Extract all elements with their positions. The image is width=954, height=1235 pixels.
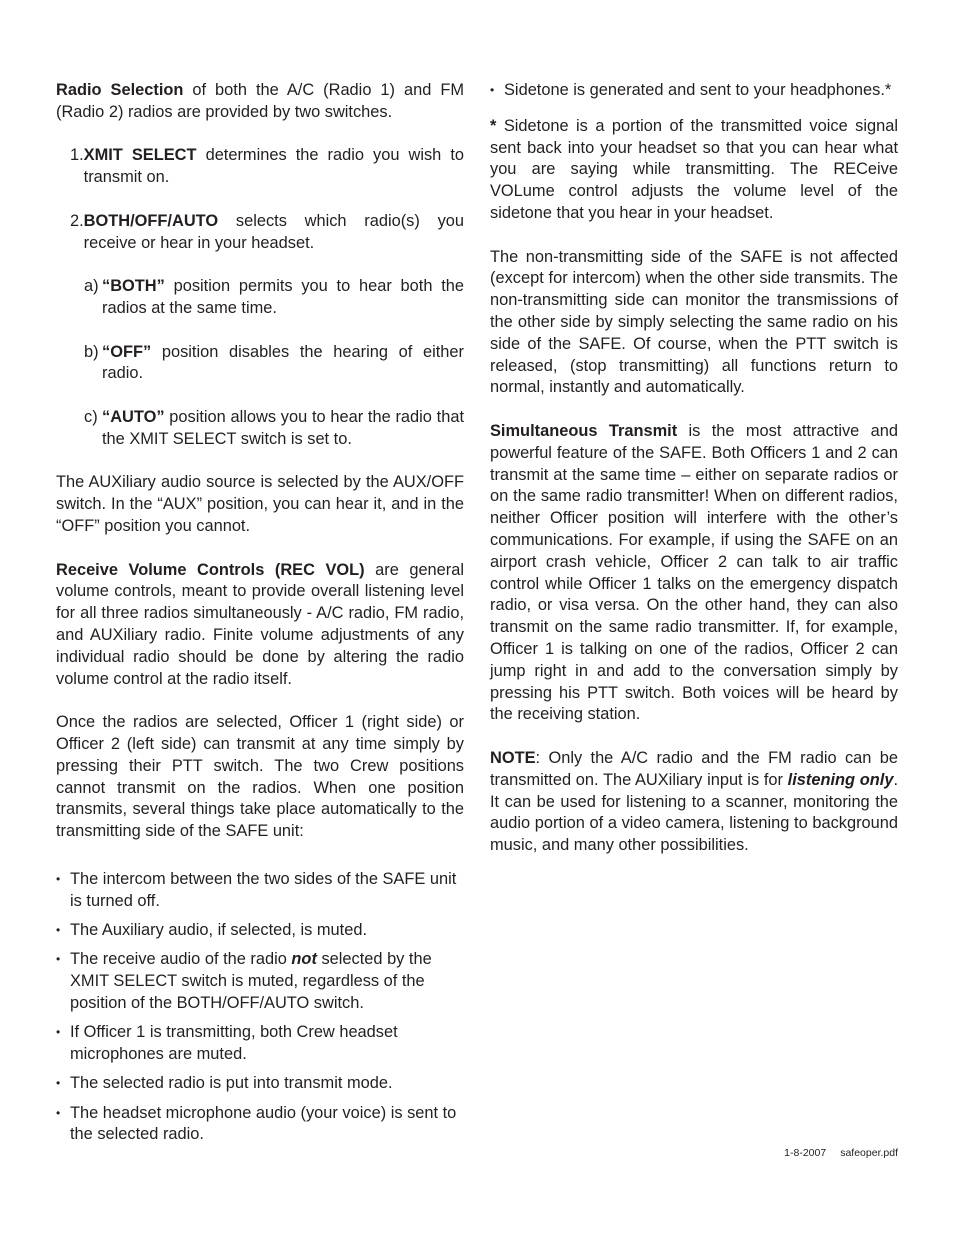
bullet-icon: • (56, 922, 61, 937)
bullet-icon: • (490, 83, 495, 97)
numbered-item: 1. XMIT SELECT determines the radio you wish to transmit on. (70, 146, 464, 187)
lettered-item: c) “AUTO” position allows you to hear the radio that the XMIT SELECT switch is set to. (84, 407, 464, 448)
sidetone-footnote: * Sidetone is a portion of the transmitted voice signal sent back into your headset so that you can hear what you are saying while transmitting. The RECeive VOLume control adjusts the volume level of the sidetone that you hear in your headset. (490, 116, 898, 222)
note-paragraph: NOTE: Only the A/C radio and the FM radio can be transmitted on. The AUXiliary input is for listening only. It can be used for listening to a scanner, monitoring the audio portion of a video camera, listening to background music, and many other possibilities. (490, 748, 898, 855)
list-item: • The Auxiliary audio, if selected, is muted. (56, 920, 464, 942)
list-item: • The selected radio is put into transmit mode. (56, 1073, 464, 1095)
footer-filename: safeoper.pdf (840, 1147, 898, 1159)
lettered-item: b) “OFF” position disables the hearing of either radio. (84, 342, 464, 383)
simultaneous-transmit-paragraph: Simultaneous Transmit is the most attractive and powerful feature of the SAFE. Both Officers 1 and 2 can transmit at the same time – either on separate radios or on the same radio transmitter! When on different radios, neither Officer position will interfere with the other’s communications. For example, if using the SAFE on an airport crash vehicle, Officer 2 can talk to air traffic control while Officer 1 talks on the emergency dispatch radio, or visa versa. On the other hand, they can also transmit on the same radio transmitter. If, for example, Officer 1 is talking on one of the radios, Officer 2 can jump right in and add to the conversation simply by pressing his PTT switch. Both voices will be heard by the receiving station. (490, 421, 898, 724)
list-item: • The headset microphone audio (your voice) is sent to the selected radio. (56, 1103, 464, 1147)
list-item: • Sidetone is generated and sent to your headphones.* (490, 80, 898, 102)
transmit-effects-list (56, 869, 464, 1146)
numbered-item: 2. BOTH/OFF/AUTO selects which radio(s) you receive or hear in your headset. (70, 211, 464, 252)
bullet-icon: • (56, 871, 61, 886)
left-column (56, 80, 464, 1154)
page-footer (784, 1146, 898, 1160)
lettered-item: a) “BOTH” position permits you to hear both the radios at the same time. (84, 277, 464, 317)
aux-paragraph: The AUXiliary audio source is selected by the AUX/OFF switch. In the “AUX” position, you can hear it, and in the “OFF” position you cannot. (56, 473, 464, 535)
bullet-icon: • (56, 1076, 61, 1091)
sidetone-list (490, 80, 898, 102)
rec-vol-paragraph: Receive Volume Controls (REC VOL) are general volume controls, meant to provide overall listening level for all three radios simultaneously - A/C radio, FM radio, and AUXiliary radio. Finite volume adjustments of any individual radio should be done by altering the radio volume control at the radio itself. (56, 560, 465, 688)
bullet-icon: • (56, 1025, 61, 1040)
list-item: • The receive audio of the radio not selected by the XMIT SELECT switch is muted, regardless of the position of the BOTH/OFF/AUTO switch. (56, 949, 464, 1014)
radio-selection-paragraph: Radio Selection of both the A/C (Radio 1) and FM (Radio 2) radios are provided by two switches. (56, 81, 464, 121)
right-column (490, 80, 898, 857)
bullet-icon: • (56, 1105, 61, 1120)
list-item: • If Officer 1 is transmitting, both Crew headset microphones are muted. (56, 1022, 464, 1066)
footer-date: 1-8-2007 (784, 1147, 827, 1159)
once-paragraph: Once the radios are selected, Officer 1 (right side) or Officer 2 (left side) can transmit at any time simply by pressing their PTT switch. The two Crew positions cannot transmit on the radios. When one position transmits, several things take place automatically to the transmitting side of the SAFE unit: (56, 713, 464, 841)
non-transmitting-paragraph: The non-transmitting side of the SAFE is not affected (except for intercom) when the other side transmits. The non-transmitting side can monitor the transmissions of the other side by simply selecting the same radio on his side of the SAFE. Of course, when the PTT switch is released, (stop transmitting) all functions return to normal, instantly and automatically. (490, 247, 898, 397)
bullet-icon: • (56, 952, 61, 967)
list-item: • The intercom between the two sides of the SAFE unit is turned off. (56, 869, 464, 913)
